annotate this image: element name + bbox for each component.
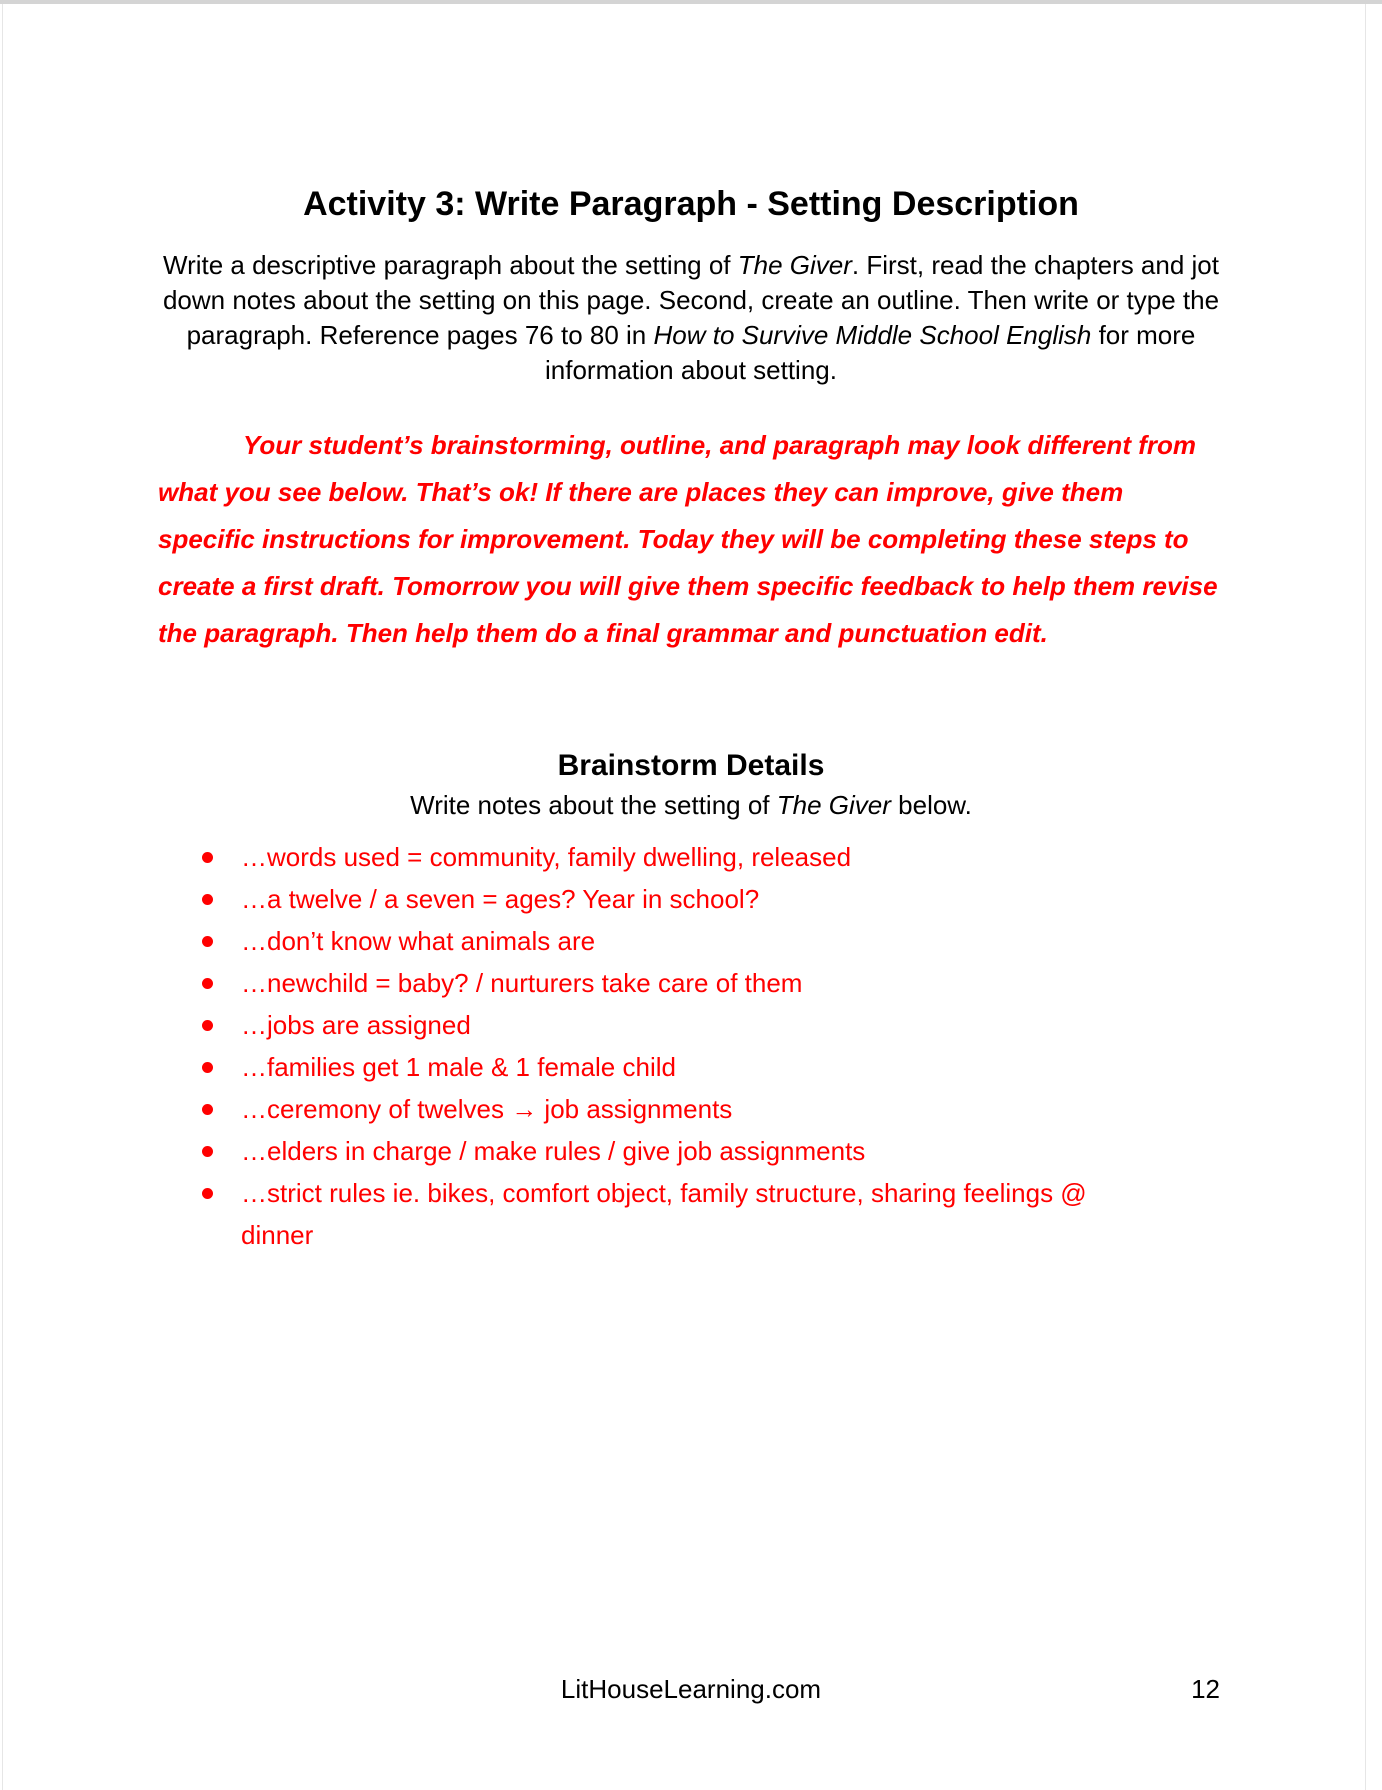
intro-text: for more information about setting. [545,320,1196,385]
note-item: …families get 1 male & 1 female child [158,1046,1158,1088]
footer-site-name: LitHouseLearning.com [560,1674,822,1704]
brainstorm-subtitle [0,788,1382,823]
note-item: …don’t know what animals are [158,920,1158,962]
brainstorm-heading: Brainstorm Details [557,748,825,782]
intro-paragraph [158,248,1224,388]
subtitle-text: below. [890,790,972,820]
intro-text: . First, read the chapters and jot down notes about the setting on this page. Second, create an outline. Then write or type the paragraph. Reference pages 76 to 80 in [162,250,1220,350]
note-item: …jobs are assigned [158,1004,1158,1046]
book-title-the-giver: The Giver [737,250,852,280]
note-item: …a twelve / a seven = ages? Year in school? [158,878,1158,920]
note-item: …elders in charge / make rules / give job assignments [158,1130,1158,1172]
subtitle-text: Write notes about the setting of [410,790,777,820]
footer-page-number: 12 [1191,1674,1220,1704]
book-title-the-giver: The Giver [776,790,891,820]
note-item: …words used = community, family dwelling, released [158,836,1158,878]
brainstorm-notes-list [158,836,1158,1256]
intro-text: Write a descriptive paragraph about the setting of [163,250,738,280]
book-title-how-to-survive: How to Survive Middle School English [653,320,1092,350]
teacher-note: Your student’s brainstorming, outline, and paragraph may look different from what you see below. That’s ok! If there are places they can improve, give them specific instructions for improvement. Today they will be completing these steps to create a first draft. Tomorrow you will give them specific feedback to help them revise the paragraph. Then help them do a final grammar and punctuation edit. [158,430,1218,648]
page-title: Activity 3: Write Paragraph - Setting Description [303,184,1079,223]
note-item: …newchild = baby? / nurturers take care of them [158,962,1158,1004]
note-item: …strict rules ie. bikes, comfort object, family structure, sharing feelings @ dinner [158,1172,1158,1256]
note-item: …ceremony of twelves → job assignments [158,1088,1158,1130]
